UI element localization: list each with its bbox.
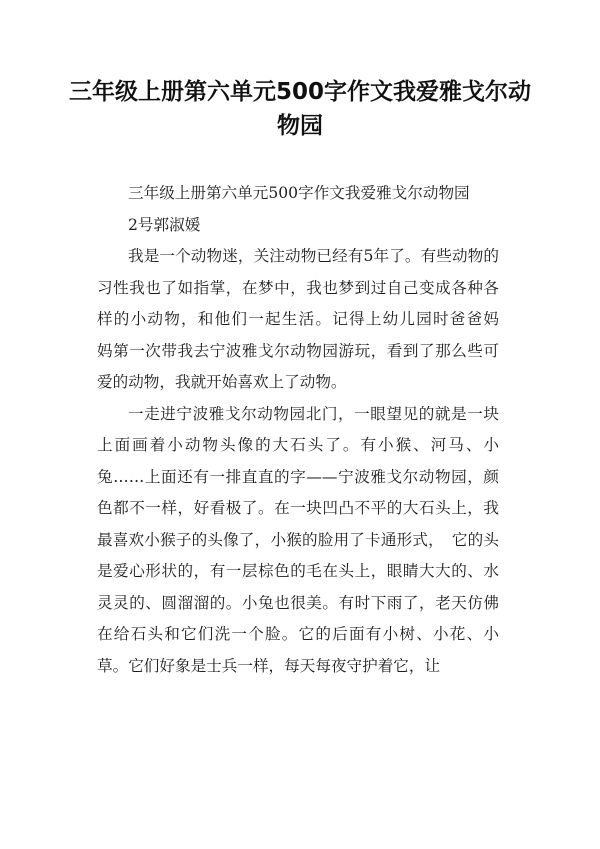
paragraph-intro: 我是一个动物迷，关注动物已经有5年了。有些动物的习性我也了如指掌，在梦中，我也梦到过自己变成各种各样的小动物，和他们一起生活。记得上幼儿园时爸爸妈 妈第一次带我去宁波雅戈尔动物园游玩，看到了那么些可爱的动物，我就开始喜欢上了动物。 [97,247,515,391]
paragraph-zoo-entrance: 一走进宁波雅戈尔动物园北门，一眼望见的就是一块上面画着小动物头像的大石头了。有小猴、河马、小兔……上面还有一排直直的字——宁波雅戈尔动物园，颜色都不一样，好看极了。在一块凹凸不平的大石头上，我最喜欢小猴子的头像了，小猴的脸用了卡通形式， 它的头是爱心形状的，有一层棕色的毛在头上，眼睛大大的、水灵灵的、圆溜溜的。小兔也很美。有时下雨了，老天仿佛在给石头和它们洗一个脸。它的后面有小树、小花、小草。它们好象是士兵一样，每天每夜守护着它，让 [97,404,499,675]
document-title: 三年级上册第六单元500字作文我爱雅戈尔动物园 [68,79,531,139]
document-body [97,178,515,682]
paragraph-heading-repeat: 三年级上册第六单元500字作文我爱雅戈尔动物园 [128,184,470,202]
paragraph-author: 2号郭淑媛 [128,215,201,234]
